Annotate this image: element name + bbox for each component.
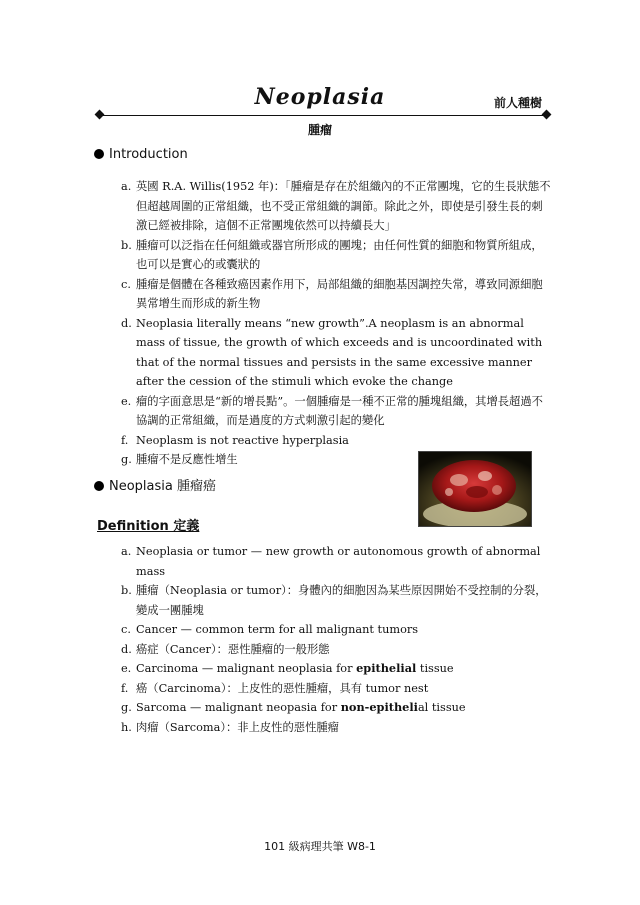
author-label: 前人種樹 xyxy=(493,96,542,110)
list-item: e. Carcinoma — malignant neoplasia for epithelial tissue xyxy=(121,661,454,675)
introduction-heading: Introduction xyxy=(94,147,188,162)
list-item: a. Neoplasia or tumor — new growth or autonomous growth of abnormal mass xyxy=(121,545,541,578)
page-title: Neoplasia xyxy=(254,84,386,110)
page-footer: 101 級病理共筆 W8-1 xyxy=(264,840,376,853)
list-item: b. 腫瘤可以泛指在任何組織或器官所形成的團塊；由任何性質的細胞和物質所組成，也可以是實心的或囊狀的 xyxy=(121,238,543,271)
list-item: h. 肉瘤（Sarcoma）：非上皮性的惡性腫瘤 xyxy=(121,720,339,734)
list-item: f. Neoplasm is not reactive hyperplasia xyxy=(121,433,349,447)
list-item: c. 腫瘤是個體在各種致癌因素作用下，局部組織的細胞基因調控失常，導致同源細胞異常增生而形成的新生物 xyxy=(121,277,543,310)
list-item: d. Neoplasia literally means “new growth”.A neoplasm is an abnormal mass of tissue, the growth of which exceeds and is uncoordinated with that of the normal tissues and persists in the same excessive manner after the cession of the stimuli which evoke the change xyxy=(121,316,543,388)
list-item: e. 瘤的字面意思是“新的增長點”。一個腫瘤是一種不正常的腫塊組織，其增長超過不協調的正常組織，而是過度的方式刺激引起的變化 xyxy=(121,394,543,427)
list-item: a. 英國 R.A. Willis(1952 年)：「腫瘤是存在於組織內的不正常團塊，它的生長狀態不但超越周圍的正常組織，也不受正常組織的調節。除此之外，即使是引發生長的刺激已經被排除，這個不正常團塊依然可以持續長大」 xyxy=(121,180,551,232)
list-item: g. 腫瘤不是反應性增生 xyxy=(121,453,238,466)
introduction-list xyxy=(121,177,551,470)
bullet-icon xyxy=(94,481,104,491)
page-subtitle: 腫瘤 xyxy=(307,123,332,137)
definition-heading: Definition 定義 xyxy=(97,519,200,534)
header-rule xyxy=(100,115,546,116)
bullet-icon xyxy=(94,149,104,159)
rule-diamond-right xyxy=(542,110,552,120)
list-item: d. 癌症（Cancer）：惡性腫瘤的一般形態 xyxy=(121,642,330,656)
list-item: b. 腫瘤（Neoplasia or tumor）：身體內的細胞因為某些原因開始不受控制的分裂，變成一團腫塊 xyxy=(121,584,547,617)
neoplasia-heading: Neoplasia 腫瘤癌 xyxy=(94,475,216,494)
list-item: c. Cancer — common term for all malignant tumors xyxy=(121,623,419,636)
definition-list xyxy=(121,542,551,737)
list-item: g. Sarcoma — malignant neopasia for non-epithelial tissue xyxy=(121,700,466,714)
list-item: f. 癌（Carcinoma）：上皮性的惡性腫瘤，具有 tumor nest xyxy=(121,681,429,695)
tumor-photo xyxy=(418,451,532,527)
